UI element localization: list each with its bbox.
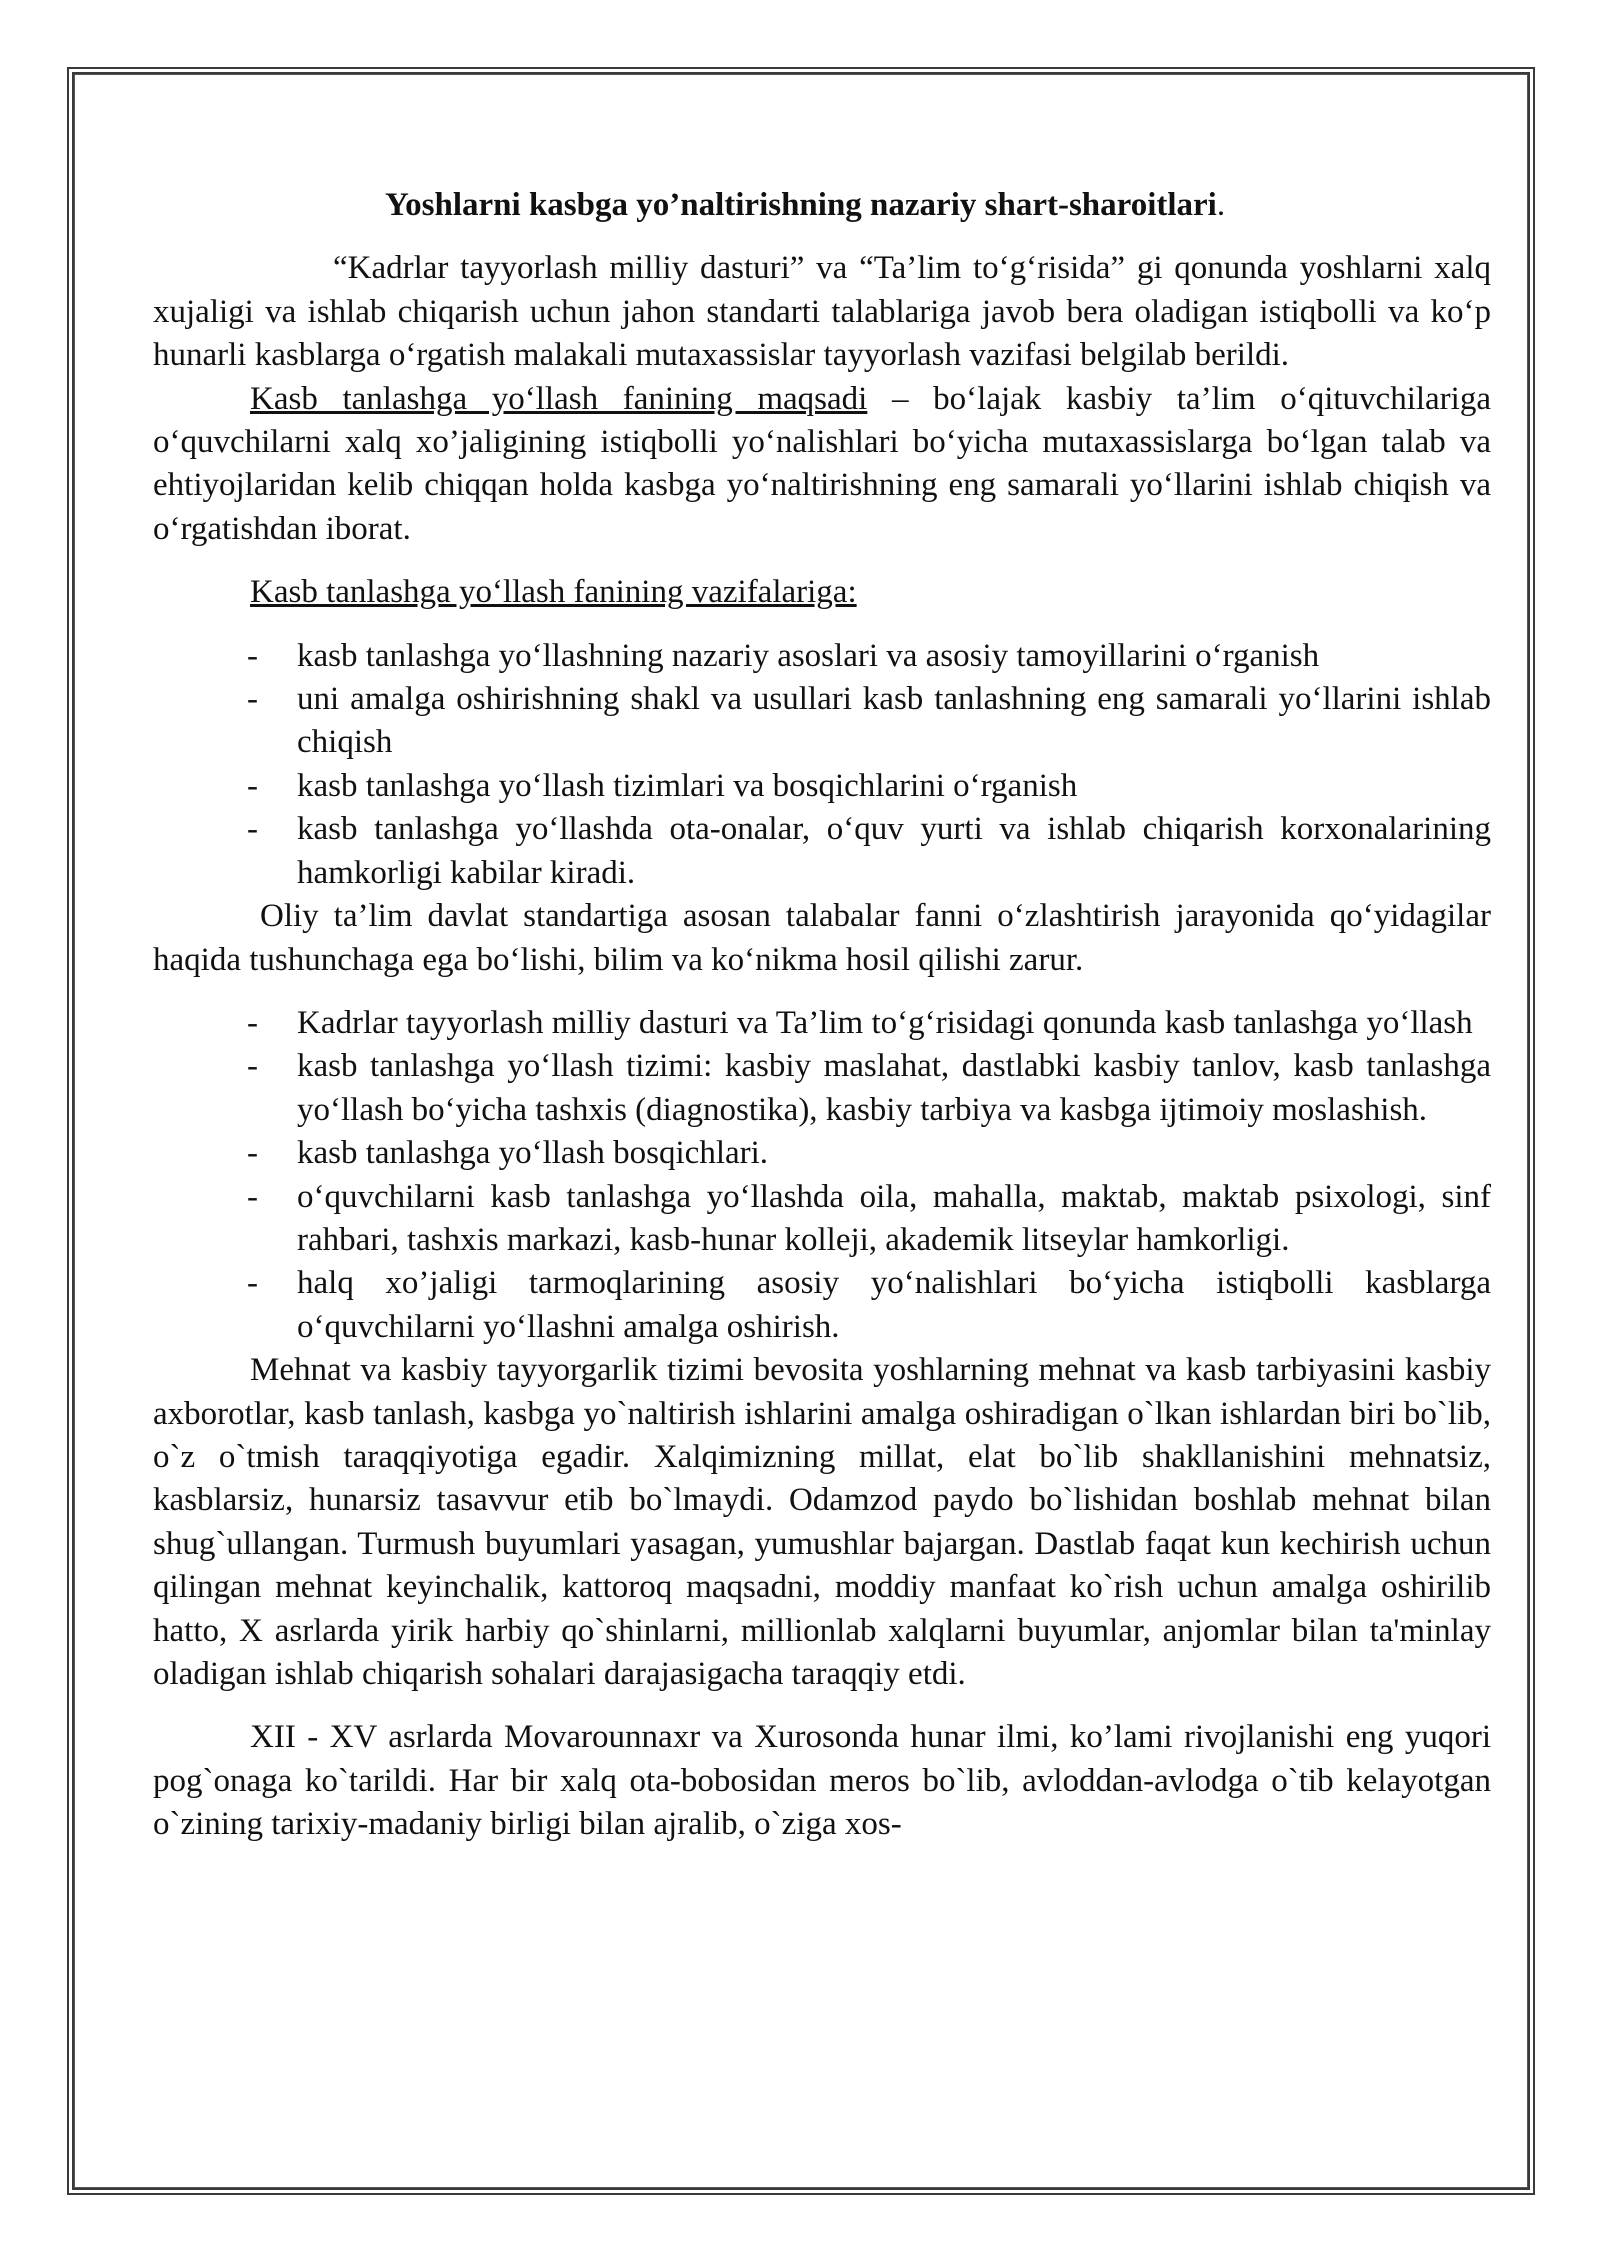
document-body [153,184,1491,1847]
list-dash-marker: - [247,1048,258,1085]
list-dash-marker: - [247,681,258,718]
list-dash-marker: - [247,767,258,804]
list-dash-marker: - [247,811,258,848]
paragraph-standard: Oliy ta’lim davlat standartiga asosan talabalar fanni o‘zlashtirish jarayonida qo‘yidagilar haqida tushunchaga ega bo‘lishi, bilim va ko‘nikma hosil qilishi zarur. [153,898,1491,978]
paragraph-centuries: XII - XV asrlarda Movarounnaxr va Xurosonda hunar ilmi, ko’lami rivojlanishi eng yuqori pog`onaga ko`tarildi. Har bir xalq ota-bobosidan meros bo`lib, avloddan-avlodga o`tib kelayotgan o`zining tarixiy-madaniy birligi bilan ajralib, o`ziga xos- [153,1719,1491,1843]
list-item-text: halq xo’jaligi tarmoqlarining asosiy yo‘nalishlari bo‘yicha istiqbolli kasblarga o‘quvchilarni yo‘llashni amalga oshirish. [297,1265,1491,1345]
tasks-heading [153,571,1491,614]
list-item-text: kasb tanlashga yo‘llash bosqichlari. [297,1135,769,1172]
list-item-text: kasb tanlashga yo‘llashning nazariy asoslari va asosiy tamoyillarini o‘rganish [297,637,1320,674]
list-dash-marker: - [247,1135,258,1172]
list-item [153,635,1491,678]
tasks-heading-text: Kasb tanlashga yo‘llash fanining vazifalariga: [250,574,857,611]
list-dash-marker: - [247,1265,258,1302]
list-item-text: o‘quvchilarni kasb tanlashga yo‘llashda oila, mahalla, maktab, maktab psixologi, sinf rahbari, tashxis markazi, kasb-hunar kolleji, akademik litseylar hamkorligi. [297,1178,1491,1258]
knowledge-list [153,1002,1491,1349]
paragraph-goal [153,378,1491,552]
list-item-text: uni amalga oshirishning shakl va usullari kasb tanlashning eng samarali yo‘llarini ishlab chiqish [297,681,1491,761]
list-item [153,765,1491,808]
goal-heading: Kasb tanlashga yo‘llash fanining maqsadi [250,380,868,417]
list-item [153,1002,1491,1045]
list-item-text: kasb tanlashga yo‘llash tizimi: kasbiy maslahat, dastlabki kasbiy tanlov, kasb tanlashga yo‘llash bo‘yicha tashxis (diagnostika), kasbiy tarbiya va kasbga ijtimoiy moslashish. [297,1048,1491,1128]
title-text: Yoshlarni kasbga yo’naltirishning nazariy shart-sharoitlari [385,187,1217,223]
list-dash-marker: - [247,1178,258,1215]
page-title [153,184,1491,227]
list-item [153,1045,1491,1132]
paragraph-history: Mehnat va kasbiy tayyorgarlik tizimi bevosita yoshlarning mehnat va kasb tarbiyasini kasbiy axborotlar, kasb tanlash, kasbga yo`naltirish ishlarini amalga oshiradigan o`lkan ishlardan biri bo`lib, o`z o`tmish taraqqiyotiga egadir. Xalqimizning millat, elat bo`lib shakllanishini mehnatsiz, kasblarsiz, hunarsiz tasavvur etib bo`lmaydi. Odamzod paydo bo`lishidan boshlab mehnat bilan shug`ullangan. Turmush buyumlari yasagan, yumushlar bajargan. Dastlab faqat kun kechirish uchun qilingan mehnat keyinchalik, kattoroq maqsadni, moddiy manfaat ko`rish uchun amalga oshirilib hatto, X asrlarda yirik harbiy qo`shinlarni, millionlab xalqlarni buyumlar, anjomlar bilan ta'minlay oladigan ishlab chiqarish sohalari darajasigacha taraqqiy etdi. [153,1352,1491,1692]
list-item-text: kasb tanlashga yo‘llashda ota-onalar, o‘quv yurti va ishlab chiqarish korxonalarining hamkorligi kabilar kiradi. [297,811,1491,891]
list-dash-marker: - [247,637,258,674]
list-item [153,808,1491,895]
list-item [153,1176,1491,1263]
list-item-text: kasb tanlashga yo‘llash tizimlari va bosqichlarini o‘rganish [297,767,1078,804]
list-item [153,1262,1491,1349]
goal-text: – bo‘lajak kasbiy ta’lim o‘qituvchilariga o‘quvchilarni xalq xo’jaligining istiqbolli yo‘nalishlari bo‘yicha mutaxassislarga bo‘lgan talab va ehtiyojlaridan kelib chiqqan holda kasbga yo‘naltirishning eng samarali yo‘llarini ishlab chiqish va o‘rgatishdan iborat. [153,380,1491,547]
title-period: . [1216,187,1226,223]
paragraph-intro: “Kadrlar tayyorlash milliy dasturi” va “Ta’lim to‘g‘risida” gi qonunda yoshlarni xalq xujaligi va ishlab chiqarish uchun jahon standarti talablariga javob bera oladigan istiqbolli va ko‘p hunarli kasblarga o‘rgatish malakali mutaxassislar tayyorlash vazifasi belgilab berildi. [153,250,1491,374]
tasks-list [153,635,1491,895]
list-item-text: Kadrlar tayyorlash milliy dasturi va Ta’lim to‘g‘risidagi qonunda kasb tanlashga yo‘llash [297,1004,1473,1041]
list-item [153,678,1491,765]
list-item [153,1132,1491,1175]
list-dash-marker: - [247,1004,258,1041]
